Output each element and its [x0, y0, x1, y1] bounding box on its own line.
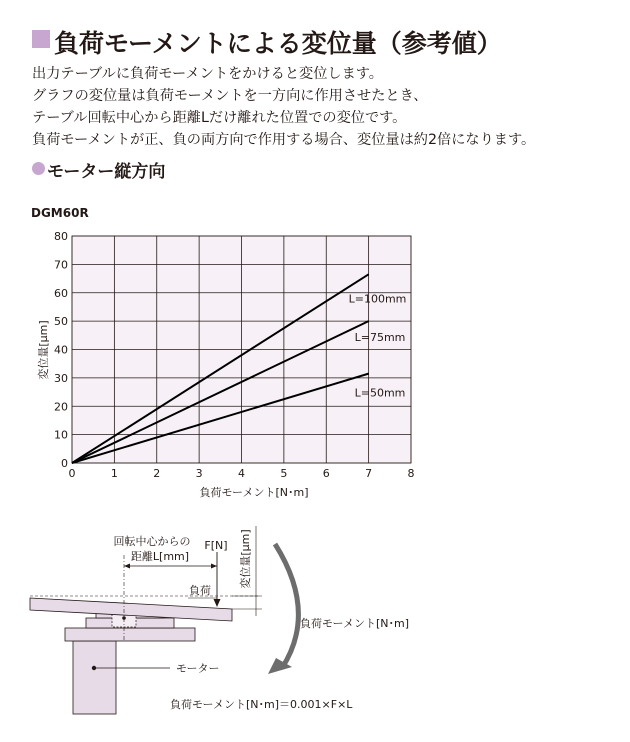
- y-tick-label: 60: [54, 286, 68, 300]
- x-tick-label: 4: [238, 467, 245, 480]
- x-tick-label: 0: [68, 467, 76, 480]
- description-line-3: テーブル回転中心から距離Lだけ離れた位置での変位です。: [32, 110, 407, 126]
- distance-arrow-head-left: [124, 564, 130, 569]
- description-line-4: 負荷モーメントが正、負の両方向で作用する場合、変位量は約2倍になります。: [32, 132, 536, 148]
- x-tick-label: 6: [322, 467, 330, 480]
- subheading: モーター縦方向: [47, 162, 166, 182]
- y-tick-label: 40: [54, 343, 68, 357]
- y-tick-label: 70: [54, 258, 68, 272]
- distance-label-line-2: 距離L[mm]: [130, 550, 190, 563]
- moment-curved-arrow: [275, 544, 298, 668]
- description-line-2: グラフの変位量は負荷モーメントを一方向に作用させたとき、: [32, 88, 428, 104]
- x-tick-label: 5: [280, 467, 288, 480]
- motor-body: [73, 641, 116, 714]
- y-axis-label: 変位量[μm]: [37, 320, 50, 380]
- y-tick-label: 10: [54, 428, 68, 442]
- displacement-label: 変位量[μm]: [239, 529, 252, 589]
- y-tick-label: 50: [54, 315, 68, 329]
- moment-label: 負荷モーメント[N･m]: [300, 617, 410, 630]
- description-line-1: 出力テーブルに負荷モーメントをかけると変位します。: [32, 66, 383, 82]
- x-tick-label: 8: [407, 467, 415, 480]
- moment-formula: 負荷モーメント[N･m]＝0.001×F×L: [170, 698, 353, 711]
- model-label: DGM60R: [31, 206, 89, 220]
- y-tick-label: 30: [54, 371, 68, 385]
- y-tick-label: 0: [61, 457, 68, 470]
- load-label: 負荷: [189, 584, 211, 597]
- x-axis-label: 負荷モーメント[N･m]: [199, 486, 309, 499]
- series-label-1: L=100mm: [348, 292, 407, 306]
- series-label-3: L=50mm: [354, 386, 406, 400]
- force-label: F[N]: [204, 539, 228, 552]
- distance-arrow-head-right: [211, 564, 217, 569]
- x-tick-label: 2: [153, 467, 161, 480]
- page-title: 負荷モーメントによる変位量（参考値）: [54, 29, 502, 58]
- force-arrow-head: [214, 599, 221, 607]
- x-tick-label: 1: [110, 467, 118, 480]
- y-tick-label: 80: [54, 230, 68, 243]
- distance-label-line-1: 回転中心からの: [113, 535, 191, 548]
- x-tick-label: 3: [195, 467, 203, 480]
- motor-label: モーター: [176, 662, 220, 675]
- y-tick-label: 20: [54, 400, 68, 414]
- series-label-2: L=75mm: [354, 331, 406, 345]
- housing-base: [65, 628, 195, 641]
- x-tick-label: 7: [365, 467, 373, 480]
